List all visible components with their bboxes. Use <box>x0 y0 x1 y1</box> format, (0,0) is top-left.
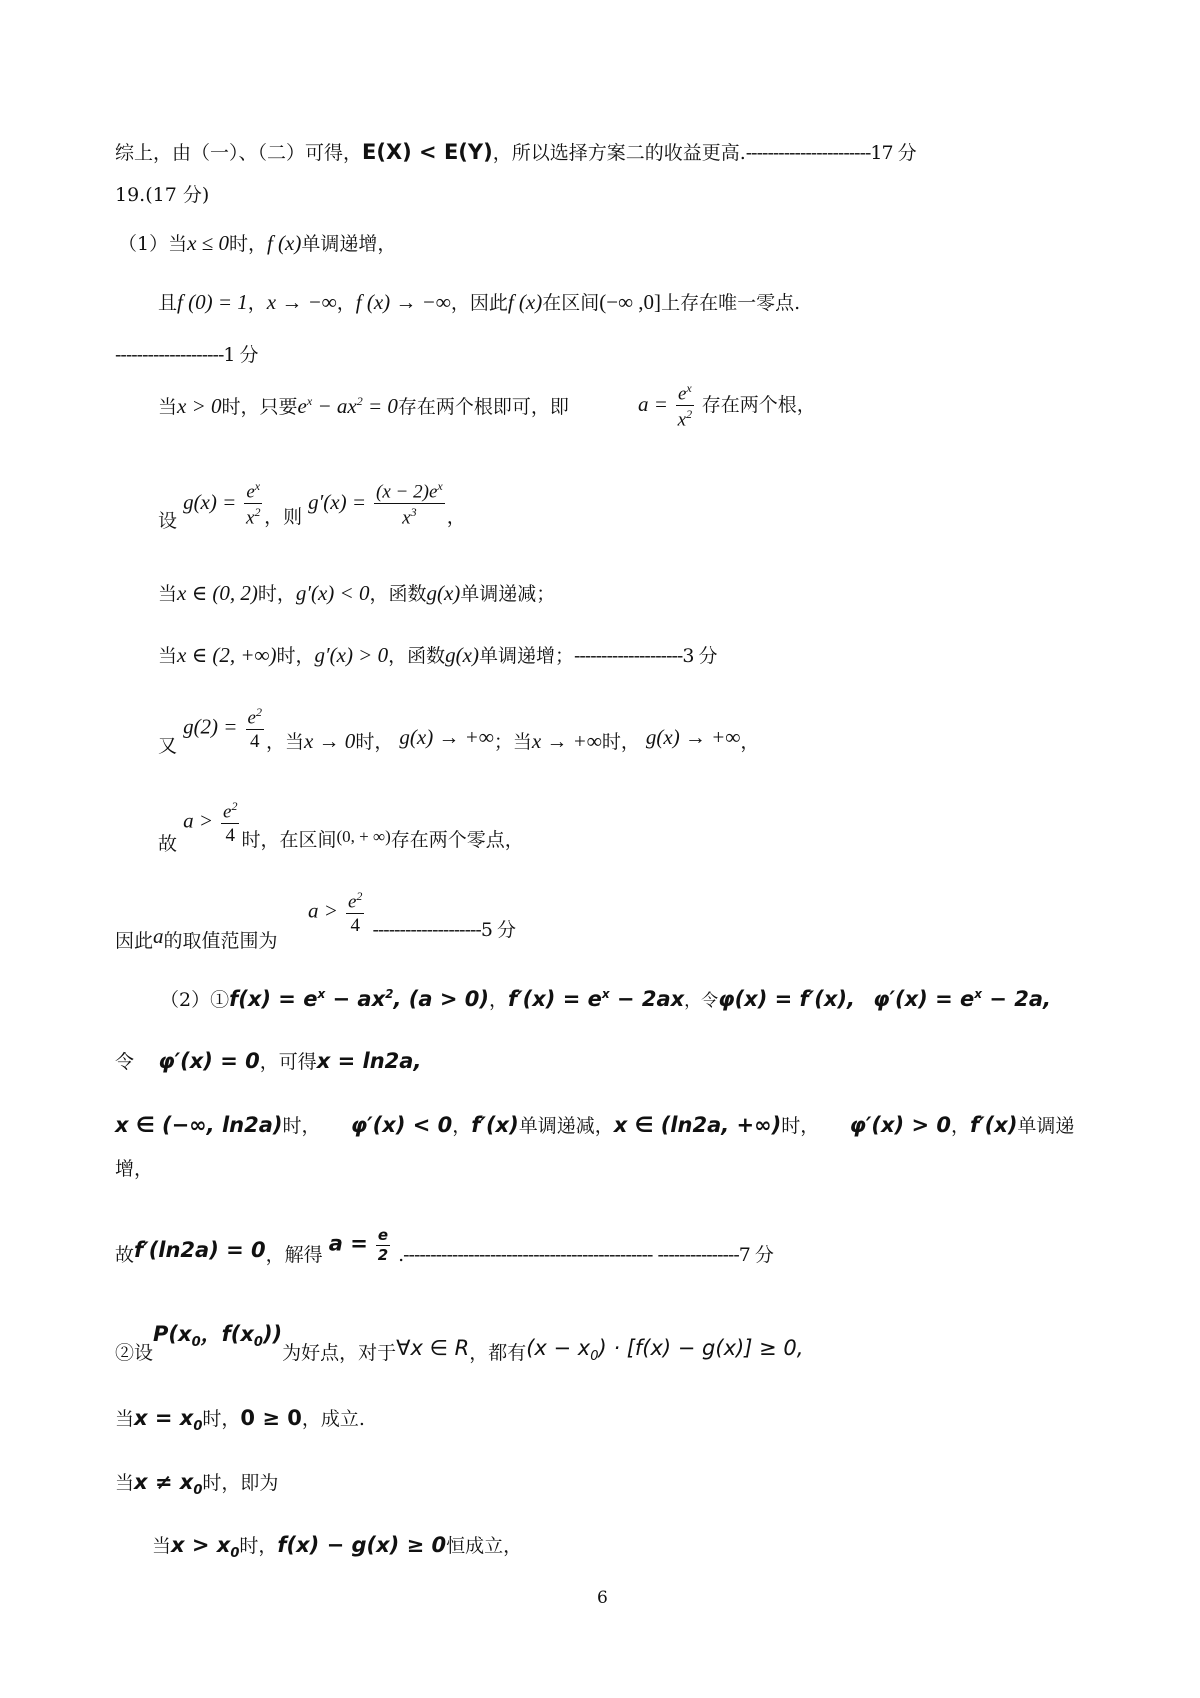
math-expression: x ∈ (2, +∞) <box>177 643 277 667</box>
text: 时， <box>781 1115 820 1137</box>
critical-point-line <box>115 1051 421 1072</box>
math-part: − ax <box>312 394 357 418</box>
math-expression: g′(x) = <box>308 489 366 514</box>
text: 且 <box>158 292 178 314</box>
fraction <box>246 706 264 751</box>
math-expression: x ∈ (−∞, ln2a) <box>115 1113 283 1137</box>
text: 时， <box>228 233 267 255</box>
text: 因此 <box>115 930 154 952</box>
text: 上存在唯一零点. <box>661 292 801 314</box>
text: ， <box>740 730 760 753</box>
part1-line <box>118 233 396 254</box>
solve-line <box>115 1226 773 1266</box>
text: 的取值范围为 <box>163 930 278 952</box>
math-expression: g(x) = <box>183 489 237 514</box>
math-expression: φ′(x) = 0 <box>158 1049 260 1073</box>
definition-line <box>158 479 466 532</box>
score-marker: -----------------------17 分 <box>745 142 916 164</box>
text: 令 <box>115 1051 135 1073</box>
text: ，令 <box>684 991 719 1011</box>
math-expression: (−∞ ,0] <box>599 290 662 314</box>
numerator: e <box>377 1226 389 1244</box>
score-marker: --------------------1 分 <box>115 344 258 366</box>
numerator: $(x - 2)e^x$ <box>376 479 443 503</box>
part1-zero-line <box>158 292 800 313</box>
score-marker: --------------------3 分 <box>573 645 717 667</box>
text: 恒成立， <box>446 1535 523 1557</box>
question-heading: 19.(17 分) <box>115 184 210 206</box>
math-expression: a = <box>638 391 668 416</box>
text: ， <box>247 292 267 314</box>
math-expression: E(X) < E(Y) <box>362 140 493 164</box>
math-expression: g(2) = <box>183 714 238 739</box>
text: ，成立. <box>301 1408 365 1430</box>
text: ，所以选择方案二的收益更高. <box>492 142 746 164</box>
text: ， <box>446 505 466 528</box>
text: 时，即为 <box>202 1472 279 1494</box>
math-expression: g(x) → +∞ <box>399 724 494 749</box>
score-marker: .---------------------------------------------- ---------------7 分 <box>398 1243 773 1266</box>
math-expression: $f(x) = e^x - ax^2$, (a > 0) <box>229 987 489 1011</box>
math-expression: f (x) <box>507 290 543 314</box>
decreasing-line <box>158 583 555 604</box>
monotonic-line <box>115 1115 1074 1136</box>
text: 时， <box>355 730 394 753</box>
numerator: $e^x$ <box>677 381 692 405</box>
text: 当 <box>158 645 178 667</box>
fraction <box>374 480 445 528</box>
math-part: = 0 <box>362 394 398 418</box>
math-expression: φ(x) = f′(x), <box>718 987 855 1011</box>
text: 时， <box>282 1115 321 1137</box>
part2-line <box>160 988 1051 1010</box>
math-expression: x ≤ 0 <box>187 231 229 255</box>
denominator: 4 <box>225 825 235 847</box>
text: （1）当 <box>118 233 188 255</box>
text: 在区间 <box>542 292 600 314</box>
text: ，函数 <box>369 583 427 605</box>
fraction <box>221 800 239 845</box>
text: 当 <box>158 396 178 418</box>
text: 单调递 <box>1017 1115 1075 1137</box>
math-expression: φ′(x) < 0 <box>350 1113 453 1137</box>
math-expression: $f'(x) = e^x - 2ax$ <box>507 987 685 1011</box>
part1-roots-line <box>158 395 569 417</box>
text: 时， <box>202 1408 241 1430</box>
math-expression: f (x) → −∞ <box>355 290 451 314</box>
text: ， <box>950 1115 970 1137</box>
numerator: $e^2$ <box>223 799 238 823</box>
score-marker: --------------------5 分 <box>372 918 515 941</box>
math-expression: f′(ln2a) = 0 <box>134 1237 266 1262</box>
text: ，解得 <box>265 1243 323 1266</box>
text: 单调递减， <box>518 1115 614 1137</box>
math-expression: x → −∞ <box>266 290 337 314</box>
math-expression: x ∈ (0, 2) <box>177 581 258 605</box>
math-expression: x > 0 <box>177 394 222 418</box>
text: （2）① <box>160 989 230 1011</box>
math-expression: $x > x_0$ <box>171 1533 240 1562</box>
text: 单调递增； <box>478 645 574 667</box>
math-expression: f′(x) <box>471 1113 519 1137</box>
fraction <box>346 890 364 935</box>
numerator: $e^2$ <box>247 705 262 729</box>
text: ；当 <box>493 730 532 753</box>
text: 时， <box>257 583 296 605</box>
text: ，当 <box>265 730 304 753</box>
text: 单调递减； <box>460 583 556 605</box>
text: 单调递增， <box>301 233 397 255</box>
text: ②设 <box>115 1342 154 1364</box>
math-expression: (0, + ∞) <box>336 826 391 846</box>
text: ， <box>488 989 508 1011</box>
text: 设 <box>158 509 178 532</box>
text: 当 <box>158 583 178 605</box>
math-expression: ∀x ∈ R <box>396 1336 470 1360</box>
math-expression: $(x - x_0) \cdot [f(x) - g(x)] \ge 0$, <box>526 1336 804 1365</box>
math-expression: x → +∞ <box>531 728 602 753</box>
text: 存在两个根， <box>701 393 816 416</box>
text: 当 <box>152 1535 172 1557</box>
two-zeros-line <box>158 799 524 855</box>
fraction-block <box>638 382 816 430</box>
math-expression: f′(x) <box>970 1113 1018 1137</box>
text: 故 <box>115 1243 135 1266</box>
math-expression: φ′(x) > 0 <box>849 1113 951 1137</box>
numerator: $e^x$ <box>246 479 261 503</box>
text: 当 <box>115 1472 135 1494</box>
superscript: 2 <box>356 394 363 408</box>
denominator: $x^2$ <box>246 505 261 529</box>
conclusion-line <box>115 142 916 163</box>
continuation-text: 增， <box>115 1158 154 1180</box>
text: 时， <box>601 730 640 753</box>
math-expression: g(x) <box>445 643 479 667</box>
denominator: 4 <box>350 915 360 937</box>
text: ，因此 <box>450 292 508 314</box>
math-expression: a <box>153 924 164 948</box>
math-expression: g(x) <box>426 581 461 605</box>
page-number: 6 <box>597 1588 608 1608</box>
text: ，函数 <box>388 645 446 667</box>
math-expression: a > <box>183 808 213 833</box>
superscript: x <box>306 394 313 408</box>
denominator: 4 <box>250 731 260 753</box>
text: 存在两个零点， <box>390 828 524 851</box>
math-expression: g(x) → +∞ <box>645 724 741 749</box>
equal-case-line <box>115 1408 365 1433</box>
math-expression: a = <box>328 1231 368 1256</box>
text: 时，只要 <box>221 396 298 418</box>
math-expression: g′(x) < 0 <box>295 581 370 605</box>
math-expression <box>298 394 398 418</box>
math-expression: f (0) = 1 <box>177 290 248 314</box>
denominator: $x^3$ <box>402 505 417 529</box>
text: ， <box>452 1115 472 1137</box>
text: 时， <box>276 645 315 667</box>
text: ，可得 <box>259 1051 317 1073</box>
text: 当 <box>115 1408 135 1430</box>
math-expression: 0 ≥ 0 <box>240 1406 302 1430</box>
greater-case-line <box>152 1535 522 1560</box>
fraction <box>244 480 262 528</box>
text: 又 <box>158 734 178 757</box>
math-expression: $x = x_0$ <box>134 1406 203 1435</box>
math-expression: a > <box>308 898 338 923</box>
denominator: 2 <box>377 1246 389 1264</box>
fraction <box>376 1228 390 1263</box>
fraction <box>676 382 694 430</box>
text: ，则 <box>264 505 303 528</box>
limit-line <box>158 705 760 757</box>
numerator: $e^2$ <box>347 889 363 913</box>
math-part: e <box>297 394 307 418</box>
math-expression: $\varphi'(x) = e^x - 2a$, <box>873 987 1051 1011</box>
text: 时，在区间 <box>241 828 337 851</box>
text: 时， <box>239 1535 278 1557</box>
denominator: $x^2$ <box>677 407 693 431</box>
text: ，都有 <box>469 1342 527 1364</box>
text: 综上，由（一）、（二）可得， <box>115 142 363 164</box>
math-expression: $P(x_0$，$f(x_0)$) <box>153 1322 283 1351</box>
math-expression: x = ln2a, <box>316 1049 422 1073</box>
math-expression: x ∈ (ln2a, +∞) <box>613 1113 782 1137</box>
text: 存在两个根即可，即 <box>397 396 569 418</box>
good-point-line <box>115 1322 804 1365</box>
math-expression: $x \ne x_0$ <box>134 1470 203 1499</box>
text: 为好点，对于 <box>282 1342 397 1364</box>
math-expression: g′(x) > 0 <box>314 643 389 667</box>
increasing-line <box>158 645 716 666</box>
fraction-block <box>308 889 515 941</box>
math-expression: x → 0 <box>303 728 356 753</box>
math-expression: f(x) − g(x) ≥ 0 <box>277 1533 447 1557</box>
range-line <box>115 924 278 952</box>
text: ， <box>336 292 356 314</box>
text: 故 <box>158 832 178 855</box>
unequal-case-line <box>115 1472 278 1497</box>
math-expression: f (x) <box>266 231 302 255</box>
